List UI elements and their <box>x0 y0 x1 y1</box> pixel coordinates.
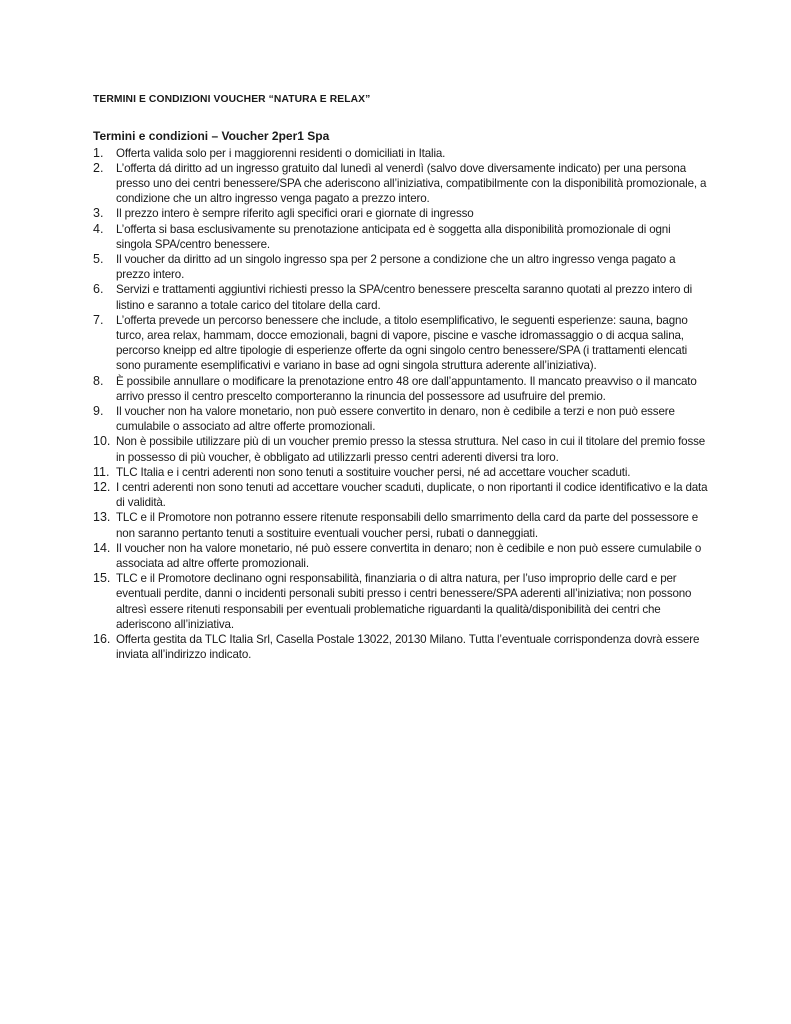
list-item <box>93 206 708 221</box>
term-text: Non è possibile utilizzare più di un voucher premio presso la stessa struttura. Nel caso in cui il titolare del premio fosse in possesso di più voucher, è obbligato ad utilizzarli presso centri aderenti diversi tra loro. <box>116 435 706 464</box>
term-number: 2. <box>93 160 104 175</box>
list-item <box>93 632 708 662</box>
list-item <box>93 282 708 312</box>
section-title: Termini e condizioni – Voucher 2per1 Spa <box>93 129 330 143</box>
list-item <box>93 434 708 464</box>
term-number: 9. <box>93 403 104 418</box>
term-text: L’offerta prevede un percorso benessere che include, a titolo esemplificativo, le seguenti esperienze: sauna, bagno turco, area relax, hammam, docce emozionali, bagni di vapore, piscine e vasche idromassaggio o di acqua salina, percorso kneipp ed altre tipologie di esperienze offerte da ogni singolo centro benessere/SPA (i trattamenti elencati sono puramente esemplificativi e variano in base ad ogni singola struttura aderente all’iniziativa). <box>116 313 688 373</box>
term-number: 11. <box>93 464 110 479</box>
term-number: 13. <box>93 510 111 525</box>
term-number: 5. <box>93 251 104 266</box>
term-number: 8. <box>93 373 104 388</box>
term-text: Offerta valida solo per i maggiorenni residenti o domiciliati in Italia. <box>116 146 446 160</box>
term-number: 15. <box>93 571 111 586</box>
term-text: TLC e il Promotore declinano ogni responsabilità, finanziaria o di altra natura, per l’uso improprio delle card e per eventuali perdite, danni o incidenti personali subiti presso i centri benessere/SPA aderenti all’iniziativa; non possono altresì essere ritenuti responsabili per eventuali problematiche riguardanti la qualità/disponibilità dei centri che aderiscono all’iniziativa. <box>116 572 692 631</box>
term-text: I centri aderenti non sono tenuti ad accettare voucher scaduti, duplicate, o non riportanti il codice identificativo e la data di validità. <box>116 480 708 510</box>
term-number: 3. <box>93 206 104 221</box>
list-item <box>93 252 708 282</box>
term-number: 1. <box>93 145 104 160</box>
term-number: 7. <box>93 312 104 327</box>
list-item <box>93 161 708 207</box>
term-text: Il voucher non ha valore monetario, non può essere convertito in denaro, non è cedibile a terzi e non può essere cumulabile o associato ad altre offerte promozionali. <box>116 404 675 434</box>
term-number: 14. <box>93 540 111 555</box>
list-item <box>93 541 708 571</box>
term-text: Il voucher non ha valore monetario, né può essere convertita in denaro; non è cedibile e non può essere cumulabile o associata ad altre offerte promozionali. <box>116 541 702 570</box>
term-text: TLC e il Promotore non potranno essere ritenute responsabili dello smarrimento della card da parte del possessore e non saranno pertanto tenuti a sostituire eventuali voucher persi, rubati o danneggiati. <box>116 511 699 540</box>
term-text: Il voucher da diritto ad un singolo ingresso spa per 2 persone a condizione che un altro ingresso venga pagato a prezzo intero. <box>116 252 676 282</box>
list-item <box>93 313 708 374</box>
list-item <box>93 571 708 632</box>
list-item <box>93 146 708 161</box>
list-item <box>93 480 708 510</box>
terms-list <box>93 146 708 663</box>
term-text: L’offerta si basa esclusivamente su prenotazione anticipata ed è soggetta alla disponibilità promozionale di ogni singola SPA/centro benessere. <box>116 222 671 251</box>
term-text: Offerta gestita da TLC Italia Srl, Casella Postale 13022, 20130 Milano. Tutta l’eventuale corrispondenza dovrà essere inviata all’indirizzo indicato. <box>116 633 700 662</box>
term-text: TLC Italia e i centri aderenti non sono tenuti a sostituire voucher persi, né ad accettare voucher scaduti. <box>116 465 631 479</box>
term-number: 10. <box>93 434 111 449</box>
document-title: TERMINI E CONDIZIONI VOUCHER “NATURA E RELAX” <box>93 94 371 105</box>
list-item <box>93 404 708 434</box>
term-number: 4. <box>93 221 104 236</box>
term-number: 6. <box>93 282 104 297</box>
list-item <box>93 510 708 540</box>
list-item <box>93 374 708 404</box>
term-text: È possibile annullare o modificare la prenotazione entro 48 ore dall’appuntamento. Il mancato preavviso o il mancato arrivo presso il centro prescelto comporteranno la rinuncia del possessore ad usufruire del premio. <box>116 374 697 403</box>
term-text: L’offerta dá diritto ad un ingresso gratuito dal lunedì al venerdì (salvo dove diversamente indicato) per una persona presso uno dei centri benessere/SPA che aderiscono all’iniziativa, compatibilmente con la disponibilità promozionale, a condizione che un altro ingresso venga pagato a prezzo intero. <box>116 161 707 206</box>
term-number: 16. <box>93 632 111 646</box>
term-text: Il prezzo intero è sempre riferito agli specifici orari e giornate di ingresso <box>116 207 474 221</box>
term-text: Servizi e trattamenti aggiuntivi richiesti presso la SPA/centro benessere prescelta saranno quotati al prezzo intero di listino e saranno a totale carico del titolare della card. <box>116 283 693 312</box>
term-number: 12. <box>93 479 111 494</box>
list-item <box>93 222 708 252</box>
list-item <box>93 465 708 480</box>
